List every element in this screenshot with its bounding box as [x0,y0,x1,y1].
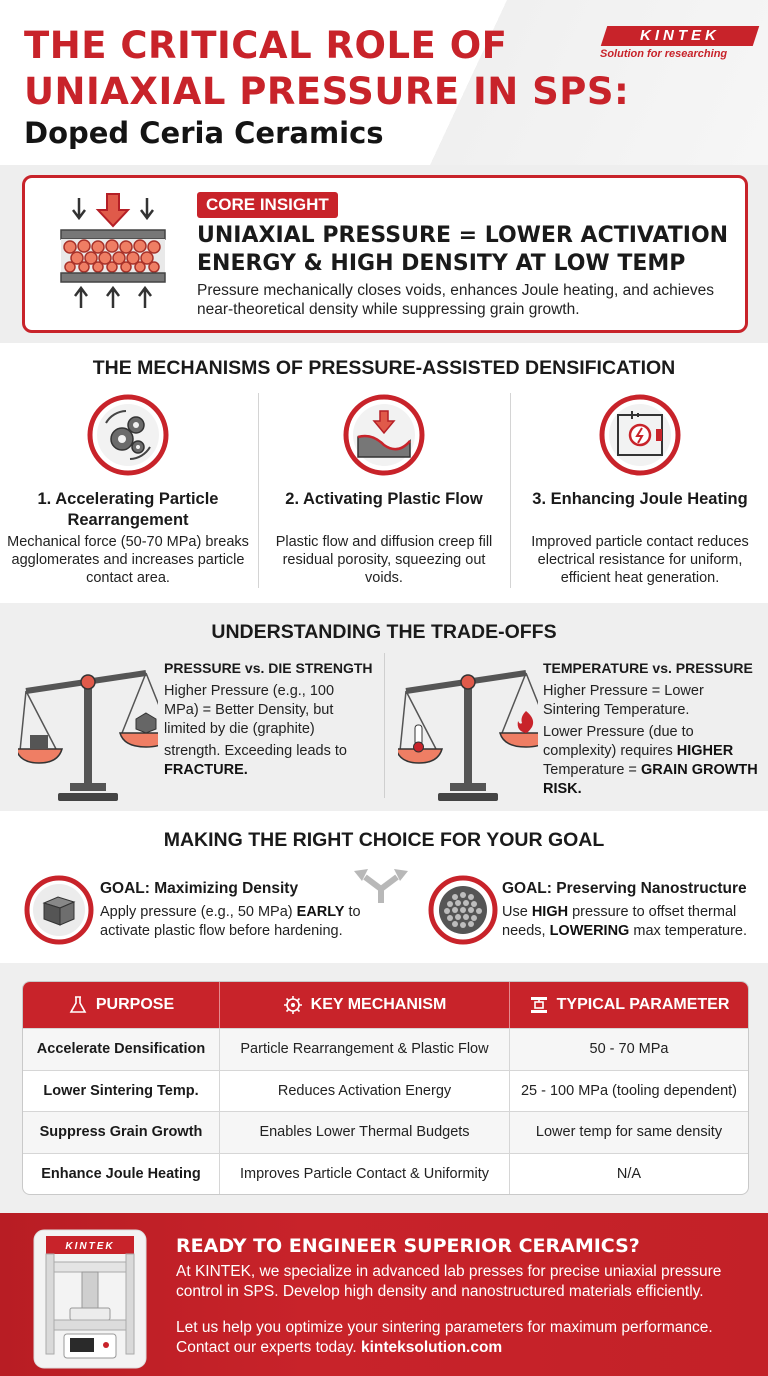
branch-arrows-icon [350,863,412,903]
cta-heading: READY TO ENGINEER SUPERIOR CERAMICS? [176,1235,640,1257]
cta-website-link[interactable]: kinteksolution.com [360,1339,503,1356]
lab-press-image [30,1222,150,1372]
table-cell-purpose: Suppress Grain Growth [23,1112,220,1153]
balance-scale-icon [18,655,158,805]
goal-nanostructure-heading: GOAL: Preserving Nanostructure [502,880,747,897]
tradeoff-right-text-b: Lower Pressure (due to complexity) requires HIGHER Temperature = GRAIN GROWTH RISK. [543,724,758,797]
table-cell-mechanism: Improves Particle Contact & Uniformity [220,1154,510,1195]
mechanism-text-3: Improved particle contact reduces electrical resistance for uniform, efficient heat generation. [531,534,749,586]
goal-density-text: Apply pressure (e.g., 50 MPa) EARLY to activate plastic flow before hardening. [100,904,361,939]
gears-icon [86,393,170,477]
grain-growth-emphasis: GRAIN GROWTH RISK. [543,762,758,797]
press-label: KINTEK [65,1241,115,1252]
mechanism-text-2: Plastic flow and diffusion creep fill residual porosity, squeezing out voids. [275,534,493,586]
summary-table [22,981,749,1195]
plastic-flow-icon [342,393,426,477]
mechanism-title-1: 1. Accelerating Particle Rearrangement [37,490,219,529]
table-row [23,1153,748,1195]
mechanisms-title: THE MECHANISMS OF PRESSURE-ASSISTED DENSIFICATION [92,357,676,379]
mechanisms-section [0,343,768,603]
table-cell-mechanism: Particle Rearrangement & Plastic Flow [220,1029,510,1070]
tradeoffs-section [0,603,768,811]
column-header-purpose: PURPOSE [23,982,220,1028]
cta-paragraph-1: At KINTEK, we specialize in advanced lab presses for precise uniaxial pressure control in SPS. Develop high density and nanostructured materials efficiently. [176,1263,722,1300]
table-cell-parameter: 25 - 100 MPa (tooling dependent) [520,1082,738,1099]
gear-icon [283,995,303,1015]
tradeoff-left-heading: PRESSURE vs. DIE STRENGTH [164,660,373,676]
table-row [23,1028,748,1070]
column-header-key-mechanism: KEY MECHANISM [220,982,510,1028]
pressed-particles-icon [57,190,169,314]
cta-paragraph-2: Let us help you optimize your sintering parameters for maximum performance. Contact our experts today. kinteksolution.com [176,1319,713,1356]
logo-text: KINTEK [640,27,720,44]
mechanism-card-2 [256,393,512,593]
table-cell-parameter: Lower temp for same density [535,1124,723,1141]
temperature-scale-icon [398,655,538,805]
table-cell-purpose: Lower Sintering Temp. [23,1071,220,1112]
mechanism-card-1 [0,393,256,593]
mechanism-text-1: Mechanical force (50-70 MPa) breaks agglomerates and increases particle contact area. [7,534,249,586]
goal-nanostructure-text: Use HIGH pressure to offset thermal needs, LOWERING max temperature. [502,904,747,939]
logo-tagline: Solution for researching [600,48,728,60]
core-insight-box [22,175,748,333]
table-header [23,982,748,1028]
divider [384,653,385,798]
dense-cube-icon [24,875,94,945]
table-row [23,1070,748,1112]
page-subtitle: Doped Ceria Ceramics [24,116,384,150]
fracture-emphasis: FRACTURE. [164,762,248,778]
table-cell-parameter: N/A [616,1165,642,1182]
table-cell-purpose: Accelerate Densification [23,1029,220,1070]
table-row [23,1111,748,1153]
flask-icon [68,995,88,1015]
goal-density-heading: GOAL: Maximizing Density [100,880,299,897]
page-title-line1: THE CRITICAL ROLE OF [24,24,508,67]
core-insight-headline: UNIAXIAL PRESSURE = LOWER ACTIVATION ENERGY & HIGH DENSITY AT LOW TEMP [197,223,729,276]
choice-title: MAKING THE RIGHT CHOICE FOR YOUR GOAL [163,829,605,851]
column-header-typical-parameter: TYPICAL PARAMETER [510,982,748,1028]
table-cell-parameter: 50 - 70 MPa [589,1041,669,1058]
tradeoff-right-text-a: Higher Pressure = Lower Sintering Temperature. [543,683,704,718]
tradeoffs-title: UNDERSTANDING THE TRADE-OFFS [211,621,557,643]
circuit-heat-icon [598,393,682,477]
kintek-logo [598,26,754,60]
core-insight-label: CORE INSIGHT [197,192,338,218]
table-body [23,1028,748,1194]
nanostructure-icon [428,875,498,945]
mechanism-card-3 [512,393,768,593]
table-cell-mechanism: Reduces Activation Energy [220,1071,510,1112]
table-cell-purpose: Enhance Joule Heating [23,1154,220,1195]
tradeoff-left-text-b: strength. Exceeding leads to FRACTURE. [164,743,347,778]
divider [510,393,511,588]
tradeoff-right-heading: TEMPERATURE vs. PRESSURE [543,660,753,676]
mechanism-title-2: 2. Activating Plastic Flow [285,490,483,508]
table-cell-mechanism: Enables Lower Thermal Budgets [220,1112,510,1153]
press-icon [529,995,549,1015]
core-insight-text: Pressure mechanically closes voids, enhances Joule heating, and achieves near-theoretical density while suppressing grain growth. [197,282,714,318]
mechanism-title-3: 3. Enhancing Joule Heating [532,490,748,508]
page-title-line2: UNIAXIAL PRESSURE IN SPS: [24,70,630,113]
header [0,0,768,165]
choice-section [0,811,768,963]
tradeoff-left-text-a: Higher Pressure (e.g., 100 MPa) = Better Density, but limited by die (graphite) [164,683,335,737]
